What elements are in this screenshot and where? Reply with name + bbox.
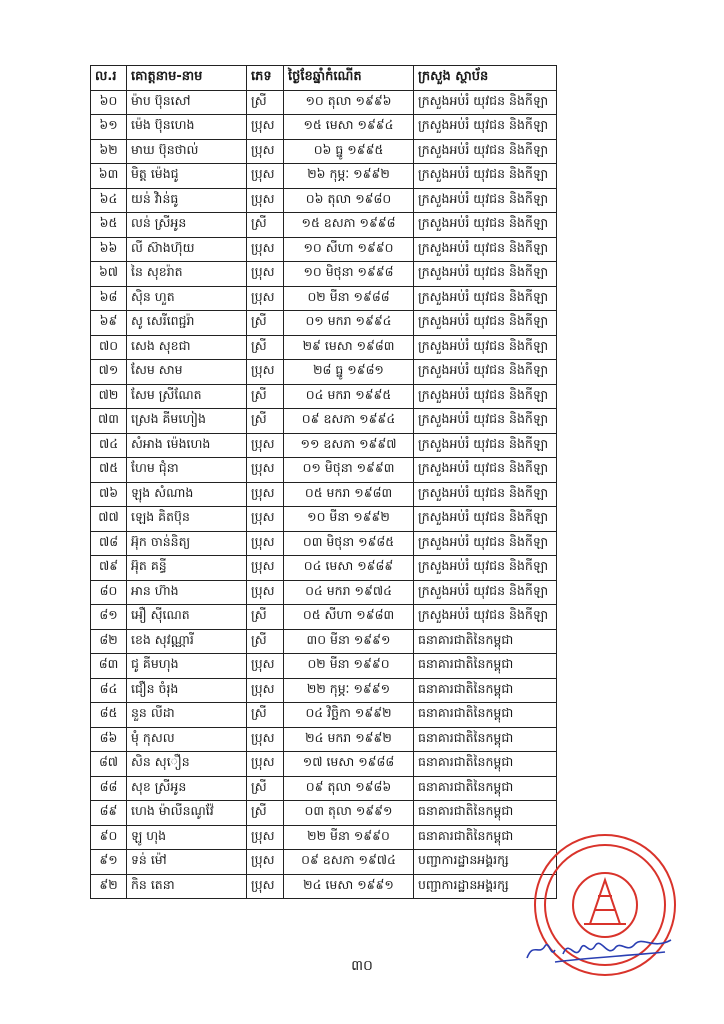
cell-name: ហេង ម៉ាលីនណូវ៉ែ: [127, 801, 247, 826]
cell-gender: ស្រី: [247, 776, 284, 801]
cell-institution: ធនាគារជាតិនៃកម្ពុជា: [414, 703, 557, 728]
cell-institution: ធនាគារជាតិនៃកម្ពុជា: [414, 776, 557, 801]
cell-dob: ០៤ មេសា ១៩៨៩: [284, 556, 414, 581]
cell-gender: ប្រុស: [247, 874, 284, 899]
cell-no: ៩២: [91, 874, 127, 899]
cell-dob: ៣០ មីនា ១៩៩១: [284, 629, 414, 654]
table-row: [91, 850, 557, 875]
cell-no: ៨០: [91, 580, 127, 605]
cell-institution: ធនាគារជាតិនៃកម្ពុជា: [414, 825, 557, 850]
cell-name: សំអាង ម៉េងហេង: [127, 433, 247, 458]
cell-gender: ស្រី: [247, 311, 284, 336]
cell-dob: ២៤ មេសា ១៩៩១: [284, 874, 414, 899]
table-row: [91, 335, 557, 360]
cell-gender: ប្រុស: [247, 286, 284, 311]
cell-dob: ០៩ ឧសភា ១៩៧៤: [284, 850, 414, 875]
seal-emblem-temple: [590, 880, 620, 924]
table-row: [91, 311, 557, 336]
cell-dob: ១១ ឧសភា ១៩៩៧: [284, 433, 414, 458]
cell-name: សែម ស្រីណែត: [127, 384, 247, 409]
cell-institution: បញ្ជាការដ្ឋានអង្គរក្ស: [414, 874, 557, 899]
cell-no: ៧៤: [91, 433, 127, 458]
cell-no: ៦៨: [91, 286, 127, 311]
cell-dob: ១៥ ឧសភា ១៩៩៨: [284, 213, 414, 238]
table-row: [91, 654, 557, 679]
cell-gender: ប្រុស: [247, 262, 284, 287]
header-name: គោត្តនាម-នាម: [127, 66, 247, 91]
table-row: [91, 507, 557, 532]
cell-dob: ០២ មីនា ១៩៩០: [284, 654, 414, 679]
cell-no: ៦៣: [91, 164, 127, 189]
cell-no: ៨២: [91, 629, 127, 654]
table-row: [91, 678, 557, 703]
cell-name: សុខ ស្រីអូន: [127, 776, 247, 801]
cell-name: លី ស៊ាងហ៊ុយ: [127, 237, 247, 262]
cell-dob: ០៥ សីហា ១៩៨៣: [284, 605, 414, 630]
cell-gender: ប្រុស: [247, 654, 284, 679]
cell-gender: ប្រុស: [247, 727, 284, 752]
cell-no: ៧០: [91, 335, 127, 360]
table-row: [91, 605, 557, 630]
cell-no: ៦៩: [91, 311, 127, 336]
cell-dob: ០៩ តុលា ១៩៨៦: [284, 776, 414, 801]
cell-no: ៨៣: [91, 654, 127, 679]
cell-no: ៦០: [91, 90, 127, 115]
cell-name: ឡុង សំណាង: [127, 482, 247, 507]
table-row: [91, 164, 557, 189]
cell-name: ទន់ ម៉ៅ: [127, 850, 247, 875]
cell-name: អឿ ស៊ីណេត: [127, 605, 247, 630]
cell-no: ៨៤: [91, 678, 127, 703]
cell-gender: ស្រី: [247, 703, 284, 728]
cell-gender: ប្រុស: [247, 580, 284, 605]
table-row: [91, 384, 557, 409]
cell-dob: ២៩ មេសា ១៩៨៣: [284, 335, 414, 360]
cell-gender: ស្រី: [247, 335, 284, 360]
cell-gender: ប្រុស: [247, 752, 284, 777]
cell-institution: ធនាគារជាតិនៃកម្ពុជា: [414, 629, 557, 654]
table-row: [91, 825, 557, 850]
cell-no: ៧៨: [91, 531, 127, 556]
cell-no: ៨៥: [91, 703, 127, 728]
table-row: [91, 286, 557, 311]
table-row: [91, 262, 557, 287]
table-row: [91, 703, 557, 728]
cell-name: កិន តេនា: [127, 874, 247, 899]
personnel-table: [90, 65, 557, 899]
cell-institution: ក្រសួងអប់រំ យុវជន និងកីឡា: [414, 433, 557, 458]
table-row: [91, 409, 557, 434]
cell-no: ៦១: [91, 115, 127, 140]
cell-dob: ០១ មករា ១៩៩៤: [284, 311, 414, 336]
table-row: [91, 801, 557, 826]
header-institution: ក្រសួង ស្ថាប័ន: [414, 66, 557, 91]
cell-no: ៧៦: [91, 482, 127, 507]
cell-no: ៧២: [91, 384, 127, 409]
cell-gender: ស្រី: [247, 213, 284, 238]
table-row: [91, 237, 557, 262]
cell-no: ៧៩: [91, 556, 127, 581]
cell-no: ៦២: [91, 139, 127, 164]
cell-institution: ក្រសួងអប់រំ យុវជន និងកីឡា: [414, 164, 557, 189]
cell-institution: ក្រសួងអប់រំ យុវជន និងកីឡា: [414, 188, 557, 213]
cell-name: សែម សាម: [127, 360, 247, 385]
cell-gender: ប្រុស: [247, 678, 284, 703]
cell-dob: ០៦ ធ្នូ ១៩៩៥: [284, 139, 414, 164]
cell-name: ហែម ជុំនា: [127, 458, 247, 483]
cell-dob: ២២ កុម្ភៈ ១៩៩១: [284, 678, 414, 703]
seal-emblem-lines: [584, 896, 626, 924]
cell-institution: ធនាគារជាតិនៃកម្ពុជា: [414, 678, 557, 703]
cell-no: ៨១: [91, 605, 127, 630]
cell-institution: ក្រសួងអប់រំ យុវជន និងកីឡា: [414, 384, 557, 409]
table-row: [91, 90, 557, 115]
cell-institution: ក្រសួងអប់រំ យុវជន និងកីឡា: [414, 531, 557, 556]
cell-no: ៩០: [91, 825, 127, 850]
cell-name: ឡូ ហុង: [127, 825, 247, 850]
table-row: [91, 458, 557, 483]
cell-dob: ២៤ មករា ១៩៩២: [284, 727, 414, 752]
cell-dob: ២៦ កុម្ភៈ ១៩៩២: [284, 164, 414, 189]
cell-institution: ក្រសួងអប់រំ យុវជន និងកីឡា: [414, 262, 557, 287]
cell-no: ៧៥: [91, 458, 127, 483]
cell-name: សិន សុឿន: [127, 752, 247, 777]
cell-dob: ០៩ ឧសភា ១៩៩៤: [284, 409, 414, 434]
table-row: [91, 531, 557, 556]
cell-institution: ក្រសួងអប់រំ យុវជន និងកីឡា: [414, 115, 557, 140]
cell-gender: ប្រុស: [247, 115, 284, 140]
handwritten-signature: [525, 928, 675, 968]
cell-dob: ២៨ ធ្នូ ១៩៨១: [284, 360, 414, 385]
cell-name: ឡេង គិតប៊ុន: [127, 507, 247, 532]
cell-gender: ស្រី: [247, 90, 284, 115]
cell-institution: ក្រសួងអប់រំ យុវជន និងកីឡា: [414, 286, 557, 311]
cell-gender: ស្រី: [247, 384, 284, 409]
cell-name: លន់ ស្រីអូន: [127, 213, 247, 238]
cell-dob: ០៤ មករា ១៩៩៥: [284, 384, 414, 409]
table-row: [91, 213, 557, 238]
cell-gender: ប្រុស: [247, 556, 284, 581]
cell-gender: ប្រុស: [247, 164, 284, 189]
cell-name: ស្រេង គីមហៀង: [127, 409, 247, 434]
header-row: [91, 66, 557, 91]
header-dob: ថ្ងៃខែឆ្នាំកំណើត: [284, 66, 414, 91]
cell-gender: ស្រី: [247, 801, 284, 826]
cell-name: មុំ កុសល: [127, 727, 247, 752]
cell-name: ម៉ាប ប៊ុនសៅ: [127, 90, 247, 115]
cell-dob: ០៣ មិថុនា ១៩៨៥: [284, 531, 414, 556]
cell-name: ខេង សុវណ្ណារី: [127, 629, 247, 654]
cell-dob: ១០ មិថុនា ១៩៩៨: [284, 262, 414, 287]
cell-institution: ក្រសួងអប់រំ យុវជន និងកីឡា: [414, 311, 557, 336]
cell-institution: ក្រសួងអប់រំ យុវជន និងកីឡា: [414, 482, 557, 507]
table-row: [91, 188, 557, 213]
cell-dob: ០៤ វិច្ឆិកា ១៩៩២: [284, 703, 414, 728]
cell-institution: ក្រសួងអប់រំ យុវជន និងកីឡា: [414, 139, 557, 164]
table-row: [91, 727, 557, 752]
cell-dob: ១៧ មេសា ១៩៨៨: [284, 752, 414, 777]
cell-gender: ប្រុស: [247, 531, 284, 556]
cell-no: ៦៥: [91, 213, 127, 238]
cell-no: ៨៦: [91, 727, 127, 752]
cell-no: ៨៧: [91, 752, 127, 777]
cell-gender: ប្រុស: [247, 237, 284, 262]
cell-name: នួន លីដា: [127, 703, 247, 728]
cell-no: ៧១: [91, 360, 127, 385]
cell-name: យន់ វិាន់ធូ: [127, 188, 247, 213]
cell-institution: ក្រសួងអប់រំ យុវជន និងកីឡា: [414, 458, 557, 483]
cell-name: មិត្ត ម៉េងជូ: [127, 164, 247, 189]
table-row: [91, 629, 557, 654]
cell-institution: ក្រសួងអប់រំ យុវជន និងកីឡា: [414, 237, 557, 262]
cell-gender: ប្រុស: [247, 139, 284, 164]
cell-no: ៧៧: [91, 507, 127, 532]
cell-institution: ធនាគារជាតិនៃកម្ពុជា: [414, 801, 557, 826]
cell-institution: ក្រសួងអប់រំ យុវជន និងកីឡា: [414, 605, 557, 630]
table-row: [91, 360, 557, 385]
table-row: [91, 482, 557, 507]
table-row: [91, 776, 557, 801]
cell-dob: ១៥ មេសា ១៩៩៤: [284, 115, 414, 140]
cell-dob: ០២ មីនា ១៩៨៨: [284, 286, 414, 311]
cell-gender: ប្រុស: [247, 850, 284, 875]
cell-name: ជូ គីមហុង: [127, 654, 247, 679]
cell-institution: ក្រសួងអប់រំ យុវជន និងកីឡា: [414, 507, 557, 532]
table-row: [91, 139, 557, 164]
cell-institution: ក្រសួងអប់រំ យុវជន និងកីឡា: [414, 360, 557, 385]
cell-name: សូ សេរីពេជ្ជរ៉ា: [127, 311, 247, 336]
cell-no: ៨៩: [91, 801, 127, 826]
table-row: [91, 556, 557, 581]
cell-name: ជឿន ចំរុង: [127, 678, 247, 703]
cell-dob: ១០ សីហា ១៩៩០: [284, 237, 414, 262]
cell-no: ៦៤: [91, 188, 127, 213]
cell-dob: ០៣ តុលា ១៩៩១: [284, 801, 414, 826]
cell-dob: ០៤ មករា ១៩៧៤: [284, 580, 414, 605]
signature-stroke: [527, 940, 671, 962]
cell-gender: ស្រី: [247, 409, 284, 434]
cell-gender: ប្រុស: [247, 507, 284, 532]
cell-institution: ក្រសួងអប់រំ យុវជន និងកីឡា: [414, 556, 557, 581]
cell-dob: ០៦ តុលា ១៩៨០: [284, 188, 414, 213]
cell-dob: ១០ តុលា ១៩៩៦: [284, 90, 414, 115]
table-row: [91, 115, 557, 140]
cell-no: ៧៣: [91, 409, 127, 434]
cell-institution: ក្រសួងអប់រំ យុវជន និងកីឡា: [414, 213, 557, 238]
cell-institution: ក្រសួងអប់រំ យុវជន និងកីឡា: [414, 335, 557, 360]
cell-no: ៦៦: [91, 237, 127, 262]
cell-gender: ស្រី: [247, 629, 284, 654]
page-number: ៣០: [351, 958, 373, 974]
cell-institution: ក្រសួងអប់រំ យុវជន និងកីឡា: [414, 580, 557, 605]
cell-institution: បញ្ជាការដ្ឋានអង្គរក្ស: [414, 850, 557, 875]
cell-gender: ប្រុស: [247, 482, 284, 507]
table-row: [91, 580, 557, 605]
cell-name: អាន ហ៊ាង: [127, 580, 247, 605]
header-no: ល.រ: [91, 66, 127, 91]
cell-name: ស៊ិន ហួត: [127, 286, 247, 311]
cell-no: ៨៨: [91, 776, 127, 801]
cell-name: ម៉េង ប៊ុនហេង: [127, 115, 247, 140]
cell-institution: ធនាគារជាតិនៃកម្ពុជា: [414, 752, 557, 777]
cell-name: អ៊ុក ចាន់និត្យ: [127, 531, 247, 556]
table-row: [91, 433, 557, 458]
cell-name: នៃ សុខរ៉ាត: [127, 262, 247, 287]
cell-institution: ធនាគារជាតិនៃកម្ពុជា: [414, 654, 557, 679]
cell-institution: ក្រសួងអប់រំ យុវជន និងកីឡា: [414, 90, 557, 115]
cell-gender: ប្រុស: [247, 360, 284, 385]
cell-gender: ប្រុស: [247, 825, 284, 850]
cell-dob: ១០ មីនា ១៩៩២: [284, 507, 414, 532]
table-row: [91, 874, 557, 899]
cell-gender: ប្រុស: [247, 458, 284, 483]
cell-gender: ស្រី: [247, 605, 284, 630]
cell-institution: ក្រសួងអប់រំ យុវជន និងកីឡា: [414, 409, 557, 434]
cell-dob: ០១ មិថុនា ១៩៩៣: [284, 458, 414, 483]
cell-institution: ធនាគារជាតិនៃកម្ពុជា: [414, 727, 557, 752]
table-row: [91, 752, 557, 777]
cell-no: ៦៧: [91, 262, 127, 287]
cell-gender: ប្រុស: [247, 188, 284, 213]
cell-name: សេង សុខជា: [127, 335, 247, 360]
cell-dob: ២២ មីនា ១៩៩០: [284, 825, 414, 850]
cell-no: ៩១: [91, 850, 127, 875]
header-gender: ភេទ: [247, 66, 284, 91]
cell-dob: ០៥ មករា ១៩៨៣: [284, 482, 414, 507]
cell-name: អ៊ុត គន្ធី: [127, 556, 247, 581]
cell-name: មាឃ ប៊ុនថាល់: [127, 139, 247, 164]
cell-gender: ប្រុស: [247, 433, 284, 458]
